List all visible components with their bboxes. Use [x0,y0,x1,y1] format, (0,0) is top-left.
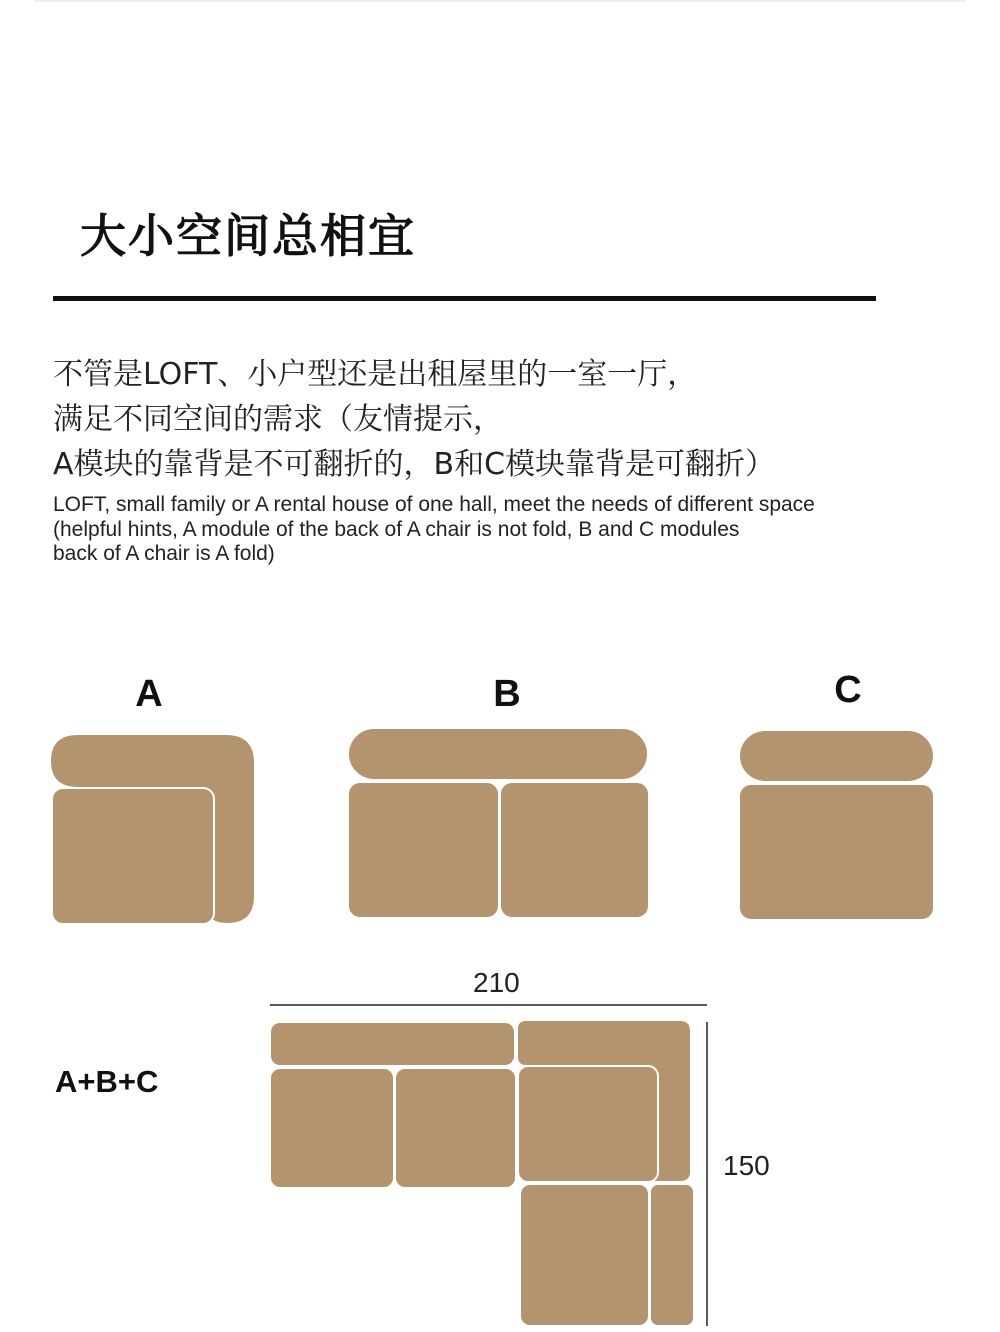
module-c-backrest [739,730,934,782]
module-b-backrest [348,728,648,780]
description-en-line-2: (helpful hints, A module of the back of A chair is not fold, B and C modules [53,518,740,541]
description-en-line-1: LOFT, small family or A rental house of one hall, meet the needs of different space [53,493,815,516]
width-dimension-label: 210 [473,967,520,998]
module-a-seat [52,788,214,924]
combination-shape [270,1020,694,1326]
page-title: 大小空间总相宜 [80,209,416,263]
module-b-shape [348,728,649,918]
description-cn-line-3: A模块的靠背是不可翻折的，B和C模块靠背是可翻折） [53,447,776,482]
combo-a-seat [518,1066,658,1182]
combo-b-backrest [270,1022,515,1066]
depth-dimension-label: 150 [723,1150,770,1181]
combo-c-backrest [650,1184,694,1326]
combo-c-seat [520,1184,649,1326]
combo-b-seat-left [270,1068,394,1188]
module-b-seat-left [348,782,499,918]
description-cn-line-1: 不管是LOFT、小户型还是出租屋里的一室一厅， [53,357,698,392]
combo-b-seat-right [395,1068,516,1188]
combination-label: A+B+C [55,1064,159,1099]
module-c-shape [739,730,934,920]
description-en-line-3: back of A chair is A fold) [53,542,275,565]
module-b-seat-right [500,782,649,918]
module-c-seat [739,784,934,920]
module-a-label: A [135,673,163,715]
module-a-shape [50,734,255,924]
module-b-label: B [493,673,521,715]
module-c-label: C [834,669,862,711]
description-cn-line-2: 满足不同空间的需求（友情提示， [53,402,503,437]
